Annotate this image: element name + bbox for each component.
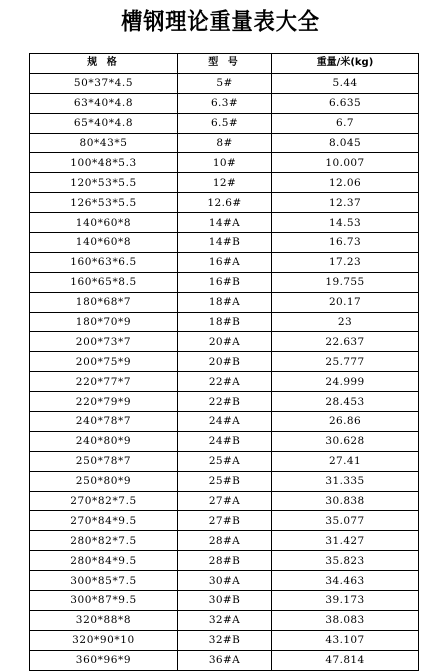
table-row xyxy=(30,272,419,292)
cell-spec: 80*43*5 xyxy=(30,133,178,153)
table-row xyxy=(30,312,419,332)
cell-spec: 240*80*9 xyxy=(30,431,178,451)
cell-weight: 25.777 xyxy=(272,352,419,372)
cell-spec: 220*77*7 xyxy=(30,372,178,392)
cell-weight: 19.755 xyxy=(272,272,419,292)
cell-spec: 300*87*9.5 xyxy=(30,591,178,611)
cell-model: 36#A xyxy=(178,650,272,670)
table-row xyxy=(30,551,419,571)
cell-weight: 10.007 xyxy=(272,153,419,173)
table-row xyxy=(30,73,419,93)
cell-model: 16#B xyxy=(178,272,272,292)
table-header xyxy=(30,54,419,74)
cell-model: 32#B xyxy=(178,630,272,650)
cell-spec: 160*65*8.5 xyxy=(30,272,178,292)
cell-weight: 35.823 xyxy=(272,551,419,571)
cell-model: 28#A xyxy=(178,531,272,551)
cell-weight: 14.53 xyxy=(272,213,419,233)
cell-model: 5# xyxy=(178,73,272,93)
cell-model: 12.6# xyxy=(178,193,272,213)
header-weight: 重量/米(kg) xyxy=(272,54,419,74)
cell-weight: 22.637 xyxy=(272,332,419,352)
cell-spec: 180*70*9 xyxy=(30,312,178,332)
cell-spec: 140*60*8 xyxy=(30,233,178,253)
header-row xyxy=(30,54,419,74)
table-row xyxy=(30,93,419,113)
table-row xyxy=(30,133,419,153)
header-model: 型 号 xyxy=(178,54,272,74)
cell-spec: 140*60*8 xyxy=(30,213,178,233)
cell-model: 16#A xyxy=(178,252,272,272)
table-row xyxy=(30,571,419,591)
table-row xyxy=(30,531,419,551)
table-row xyxy=(30,113,419,133)
cell-spec: 320*90*10 xyxy=(30,630,178,650)
cell-spec: 270*82*7.5 xyxy=(30,491,178,511)
table-row xyxy=(30,252,419,272)
cell-model: 22#B xyxy=(178,392,272,412)
cell-weight: 12.06 xyxy=(272,173,419,193)
cell-weight: 20.17 xyxy=(272,292,419,312)
cell-model: 8# xyxy=(178,133,272,153)
table-row xyxy=(30,173,419,193)
header-spec: 规 格 xyxy=(30,54,178,74)
cell-model: 27#B xyxy=(178,511,272,531)
table-row xyxy=(30,153,419,173)
cell-model: 25#A xyxy=(178,451,272,471)
cell-model: 18#A xyxy=(178,292,272,312)
cell-model: 14#A xyxy=(178,213,272,233)
cell-weight: 16.73 xyxy=(272,233,419,253)
cell-model: 30#B xyxy=(178,591,272,611)
cell-weight: 6.7 xyxy=(272,113,419,133)
table-row xyxy=(30,471,419,491)
cell-model: 20#B xyxy=(178,352,272,372)
cell-weight: 30.628 xyxy=(272,431,419,451)
table-row xyxy=(30,511,419,531)
cell-weight: 5.44 xyxy=(272,73,419,93)
cell-weight: 28.453 xyxy=(272,392,419,412)
cell-model: 10# xyxy=(178,153,272,173)
cell-weight: 31.427 xyxy=(272,531,419,551)
cell-weight: 23 xyxy=(272,312,419,332)
cell-weight: 12.37 xyxy=(272,193,419,213)
table-row xyxy=(30,213,419,233)
cell-model: 28#B xyxy=(178,551,272,571)
table-row xyxy=(30,451,419,471)
cell-model: 27#A xyxy=(178,491,272,511)
cell-model: 12# xyxy=(178,173,272,193)
cell-spec: 160*63*6.5 xyxy=(30,252,178,272)
cell-spec: 126*53*5.5 xyxy=(30,193,178,213)
cell-model: 22#A xyxy=(178,372,272,392)
steel-weight-table xyxy=(29,53,419,671)
cell-weight: 6.635 xyxy=(272,93,419,113)
cell-model: 6.3# xyxy=(178,93,272,113)
cell-spec: 50*37*4.5 xyxy=(30,73,178,93)
cell-weight: 26.86 xyxy=(272,412,419,432)
table-row xyxy=(30,392,419,412)
cell-weight: 27.41 xyxy=(272,451,419,471)
cell-spec: 270*84*9.5 xyxy=(30,511,178,531)
cell-weight: 8.045 xyxy=(272,133,419,153)
cell-weight: 17.23 xyxy=(272,252,419,272)
cell-spec: 180*68*7 xyxy=(30,292,178,312)
table-row xyxy=(30,332,419,352)
cell-spec: 300*85*7.5 xyxy=(30,571,178,591)
cell-weight: 30.838 xyxy=(272,491,419,511)
cell-model: 14#B xyxy=(178,233,272,253)
cell-spec: 250*80*9 xyxy=(30,471,178,491)
cell-weight: 38.083 xyxy=(272,610,419,630)
table-row xyxy=(30,233,419,253)
table-row xyxy=(30,292,419,312)
table-row xyxy=(30,193,419,213)
cell-model: 6.5# xyxy=(178,113,272,133)
table-row xyxy=(30,372,419,392)
cell-spec: 280*84*9.5 xyxy=(30,551,178,571)
table-row xyxy=(30,352,419,372)
table-row xyxy=(30,491,419,511)
table-body xyxy=(30,73,419,670)
table-row xyxy=(30,591,419,611)
cell-model: 25#B xyxy=(178,471,272,491)
cell-spec: 65*40*4.8 xyxy=(30,113,178,133)
cell-weight: 31.335 xyxy=(272,471,419,491)
cell-weight: 39.173 xyxy=(272,591,419,611)
cell-spec: 100*48*5.3 xyxy=(30,153,178,173)
page-title: 槽钢理论重量表大全 xyxy=(121,9,320,35)
cell-model: 24#A xyxy=(178,412,272,432)
cell-model: 30#A xyxy=(178,571,272,591)
cell-weight: 34.463 xyxy=(272,571,419,591)
cell-model: 24#B xyxy=(178,431,272,451)
cell-weight: 43.107 xyxy=(272,630,419,650)
table-row xyxy=(30,650,419,670)
cell-weight: 35.077 xyxy=(272,511,419,531)
cell-spec: 280*82*7.5 xyxy=(30,531,178,551)
cell-spec: 360*96*9 xyxy=(30,650,178,670)
table-row xyxy=(30,610,419,630)
cell-model: 32#A xyxy=(178,610,272,630)
cell-spec: 250*78*7 xyxy=(30,451,178,471)
table-row xyxy=(30,412,419,432)
cell-spec: 240*78*7 xyxy=(30,412,178,432)
cell-model: 18#B xyxy=(178,312,272,332)
cell-spec: 200*75*9 xyxy=(30,352,178,372)
cell-model: 20#A xyxy=(178,332,272,352)
table-row xyxy=(30,630,419,650)
table-row xyxy=(30,431,419,451)
cell-weight: 47.814 xyxy=(272,650,419,670)
cell-weight: 24.999 xyxy=(272,372,419,392)
cell-spec: 200*73*7 xyxy=(30,332,178,352)
cell-spec: 220*79*9 xyxy=(30,392,178,412)
cell-spec: 320*88*8 xyxy=(30,610,178,630)
cell-spec: 120*53*5.5 xyxy=(30,173,178,193)
cell-spec: 63*40*4.8 xyxy=(30,93,178,113)
